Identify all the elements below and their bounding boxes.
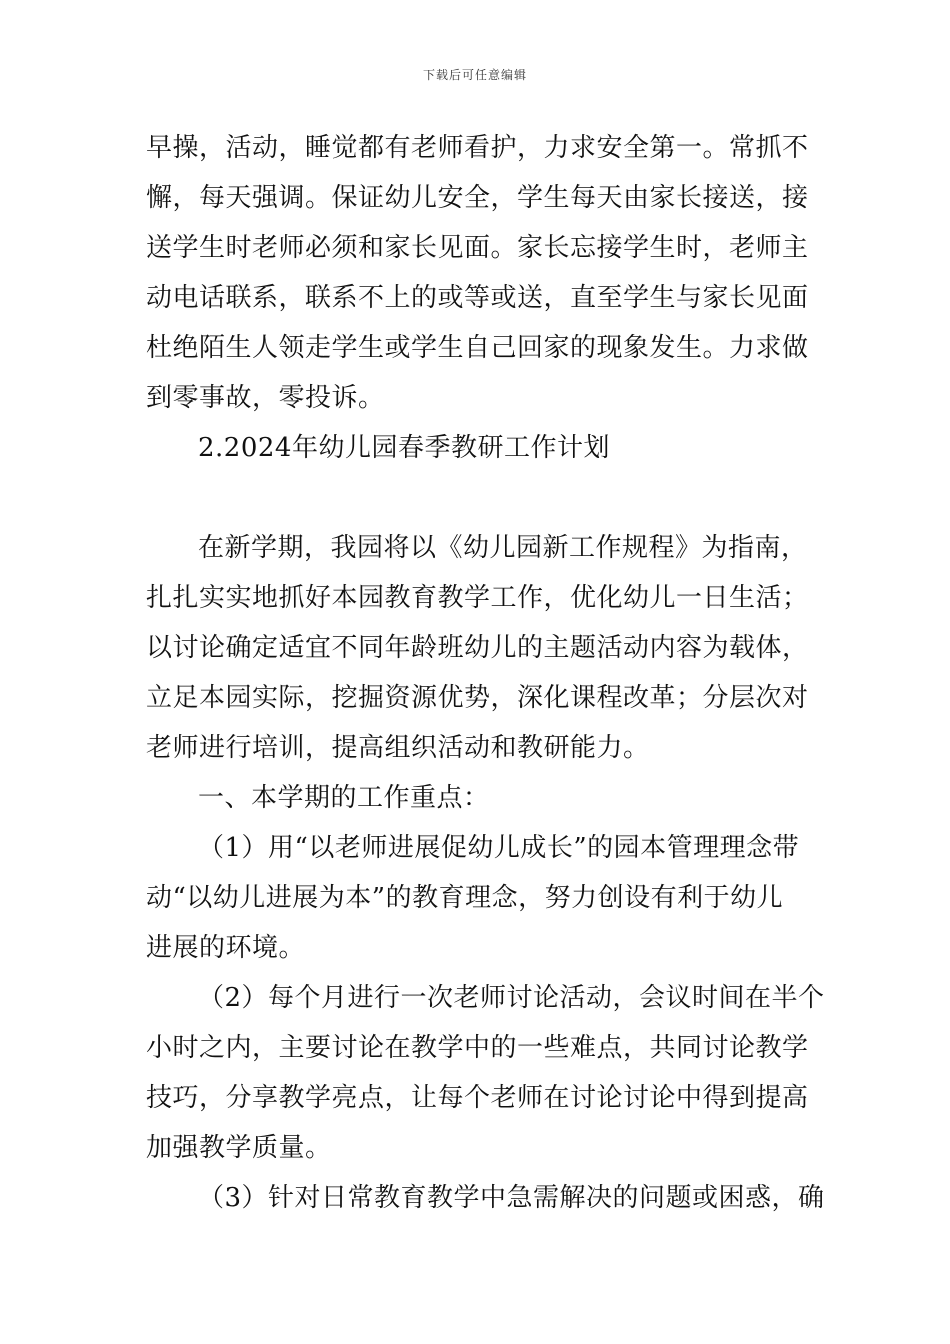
paragraph-line: 送学生时老师必须和家长见面。家长忘接学生时，老师主 bbox=[146, 233, 809, 263]
paragraph-line: 扎扎实实地抓好本园教育教学工作，优化幼儿一日生活； bbox=[146, 583, 809, 613]
subsection-heading: 一、本学期的工作重点： bbox=[198, 783, 490, 813]
section-heading: 2.2024年幼儿园春季教研工作计划 bbox=[198, 433, 610, 463]
list-item-line: 动“以幼儿进展为本”的教育理念，努力创设有利于幼儿 bbox=[146, 883, 784, 913]
paragraph-line: 早操，活动，睡觉都有老师看护，力求安全第一。常抓不 bbox=[146, 133, 809, 163]
paragraph-line: 动电话联系，联系不上的或等或送，直至学生与家长见面 bbox=[146, 283, 809, 313]
list-item-line: 加强教学质量。 bbox=[146, 1133, 332, 1163]
page-header-note: 下载后可任意编辑 bbox=[422, 68, 527, 82]
paragraph-line: 杜绝陌生人领走学生或学生自己回家的现象发生。力求做 bbox=[146, 333, 809, 363]
paragraph-line: 老师进行培训，提高组织活动和教研能力。 bbox=[146, 733, 650, 763]
paragraph-line: 以讨论确定适宜不同年龄班幼儿的主题活动内容为载体， bbox=[146, 633, 809, 663]
list-item-line: 进展的环境。 bbox=[146, 933, 306, 963]
list-item-line: 小时之内，主要讨论在教学中的一些难点，共同讨论教学 bbox=[146, 1033, 809, 1063]
paragraph-line: 懈，每天强调。保证幼儿安全，学生每天由家长接送，接 bbox=[146, 183, 809, 213]
list-item-line: 技巧，分享教学亮点，让每个老师在讨论讨论中得到提高 bbox=[146, 1083, 809, 1113]
paragraph-line: 在新学期，我园将以《幼儿园新工作规程》为指南， bbox=[198, 533, 808, 563]
paragraph-line: 立足本园实际，挖掘资源优势，深化课程改革；分层次对 bbox=[146, 683, 809, 713]
paragraph-line: 到零事故，零投诉。 bbox=[146, 383, 385, 413]
list-item-line: （1）用“以老师进展促幼儿成长”的园本管理理念带 bbox=[198, 833, 800, 863]
list-item-line: （3）针对日常教育教学中急需解决的问题或困惑，确 bbox=[198, 1183, 825, 1213]
list-item-line: （2）每个月进行一次老师讨论活动，会议时间在半个 bbox=[198, 983, 825, 1013]
